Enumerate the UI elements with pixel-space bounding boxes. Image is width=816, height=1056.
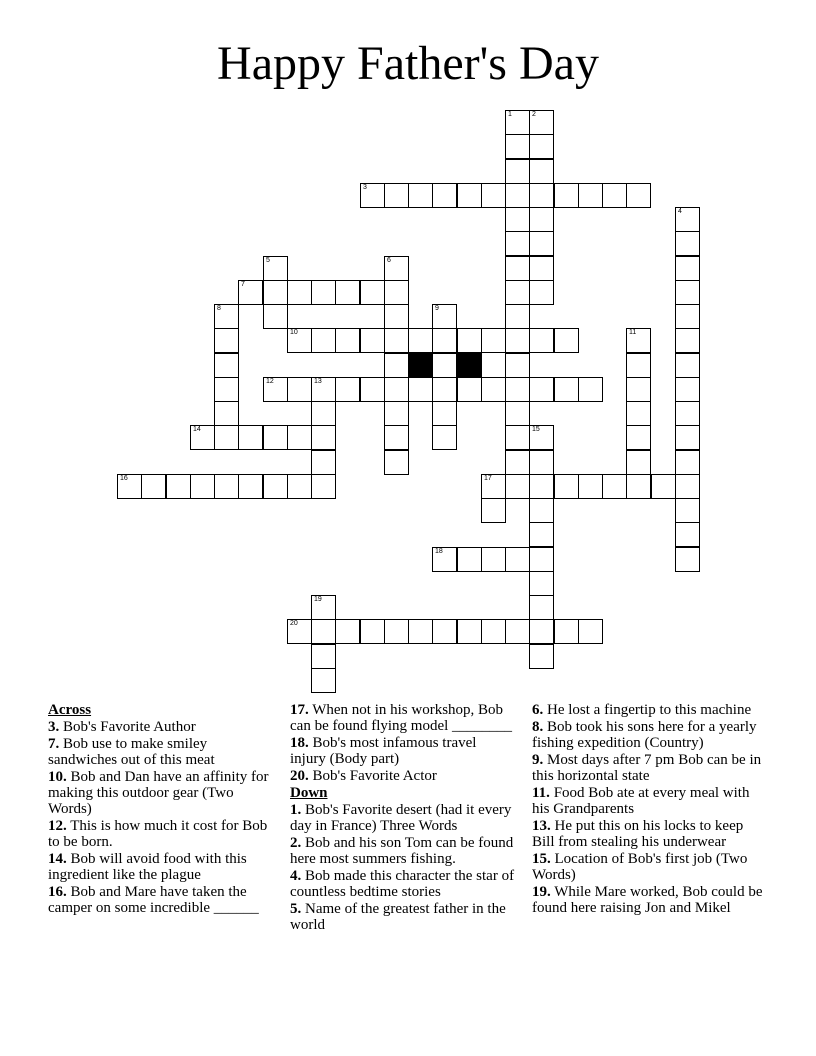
grid-cell[interactable]	[626, 425, 651, 450]
grid-cell[interactable]	[505, 256, 530, 281]
grid-cell[interactable]	[408, 183, 433, 208]
grid-cell[interactable]	[432, 619, 457, 644]
grid-cell[interactable]	[529, 595, 554, 620]
grid-cell[interactable]	[505, 425, 530, 450]
puzzle-title: Happy Father's Day	[217, 37, 599, 90]
grid-cell[interactable]	[505, 401, 530, 426]
grid-cell[interactable]	[651, 474, 676, 499]
grid-cell[interactable]	[529, 134, 554, 159]
grid-cell[interactable]	[554, 377, 579, 402]
grid-cell[interactable]	[214, 353, 239, 378]
grid-cell[interactable]	[529, 571, 554, 596]
grid-cell[interactable]	[311, 450, 336, 475]
grid-cell[interactable]	[505, 159, 530, 184]
clue-label: 6.	[532, 702, 544, 718]
clue-item	[290, 702, 516, 734]
grid-cell[interactable]	[287, 280, 312, 305]
grid-cell[interactable]	[311, 280, 336, 305]
grid-cell[interactable]	[360, 619, 385, 644]
grid-cell[interactable]	[457, 547, 482, 572]
grid-cell[interactable]	[384, 425, 409, 450]
clue-label: 13.	[532, 818, 551, 834]
grid-cell[interactable]	[263, 280, 288, 305]
grid-cell[interactable]	[481, 619, 506, 644]
clue-item	[532, 818, 764, 850]
grid-cell[interactable]	[529, 159, 554, 184]
grid-cell[interactable]	[505, 619, 530, 644]
grid-cell[interactable]	[360, 280, 385, 305]
grid-cell[interactable]	[335, 377, 360, 402]
clue-item	[48, 884, 276, 916]
clue-item	[290, 768, 516, 784]
grid-cell[interactable]	[457, 328, 482, 353]
clue-item	[48, 851, 276, 883]
grid-cell[interactable]	[626, 183, 651, 208]
grid-cell[interactable]	[675, 280, 700, 305]
grid-cell[interactable]	[554, 328, 579, 353]
clue-number: 15	[532, 426, 540, 433]
clue-text: He put this on his locks to keep Bill from stealing his underwear	[532, 818, 744, 850]
grid-cell[interactable]	[481, 474, 506, 499]
grid-cell[interactable]	[481, 547, 506, 572]
grid-cell[interactable]	[505, 474, 530, 499]
clue-number: 17	[484, 475, 492, 482]
clue-number: 6	[387, 257, 391, 264]
grid-cell[interactable]	[626, 353, 651, 378]
grid-cell[interactable]	[529, 328, 554, 353]
clues-column-2	[290, 702, 516, 934]
clue-number: 10	[290, 329, 298, 336]
clue-text: Bob and Dan have an affinity for making this outdoor gear (Two Words)	[48, 769, 269, 817]
clue-item	[532, 785, 764, 817]
clue-item	[290, 901, 516, 933]
grid-cell[interactable]	[578, 183, 603, 208]
grid-cell[interactable]	[384, 619, 409, 644]
clue-text: Bob and Mare have taken the camper on some incredible ______	[48, 884, 259, 916]
grid-cell[interactable]	[311, 474, 336, 499]
grid-cell[interactable]	[287, 328, 312, 353]
grid-cell[interactable]	[311, 619, 336, 644]
grid-cell[interactable]	[554, 619, 579, 644]
grid-cell[interactable]	[360, 328, 385, 353]
blocked-cell	[457, 353, 482, 378]
grid-cell[interactable]	[287, 377, 312, 402]
clue-text: Location of Bob's first job (Two Words)	[532, 851, 748, 883]
grid-cell[interactable]	[578, 377, 603, 402]
grid-cell[interactable]	[529, 619, 554, 644]
clue-text: He lost a fingertip to this machine	[543, 702, 752, 718]
grid-cell[interactable]	[529, 522, 554, 547]
grid-cell[interactable]	[190, 474, 215, 499]
grid-cell[interactable]	[626, 401, 651, 426]
grid-cell[interactable]	[675, 377, 700, 402]
grid-cell[interactable]	[408, 619, 433, 644]
clue-text: This is how much it cost for Bob to be born.	[48, 818, 268, 850]
grid-cell[interactable]	[384, 304, 409, 329]
blocked-cell	[408, 353, 433, 378]
grid-cell[interactable]	[457, 183, 482, 208]
grid-cell[interactable]	[675, 256, 700, 281]
grid-cell[interactable]	[311, 595, 336, 620]
clue-text: Bob's most infamous travel injury (Body part)	[290, 735, 477, 767]
grid-cell[interactable]	[481, 377, 506, 402]
clue-text: Food Bob ate at every meal with his Grandparents	[532, 785, 750, 817]
grid-cell[interactable]	[238, 474, 263, 499]
grid-cell[interactable]	[311, 425, 336, 450]
clue-item	[290, 802, 516, 834]
clue-label: 4.	[290, 868, 302, 884]
grid-cell[interactable]	[529, 377, 554, 402]
grid-cell[interactable]	[263, 304, 288, 329]
clue-number: 7	[241, 281, 245, 288]
grid-cell[interactable]	[311, 668, 336, 693]
grid-cell[interactable]	[214, 474, 239, 499]
grid-cell[interactable]	[675, 207, 700, 232]
grid-cell[interactable]	[117, 474, 142, 499]
grid-cell[interactable]	[408, 377, 433, 402]
grid-cell[interactable]	[505, 450, 530, 475]
clue-text: Bob will avoid food with this ingredient like the plague	[48, 851, 247, 883]
grid-cell[interactable]	[626, 328, 651, 353]
grid-cell[interactable]	[505, 280, 530, 305]
grid-cell[interactable]	[481, 183, 506, 208]
grid-cell[interactable]	[505, 231, 530, 256]
grid-cell[interactable]	[432, 401, 457, 426]
grid-cell[interactable]	[505, 183, 530, 208]
clue-label: 14.	[48, 851, 67, 867]
clue-text: Bob's Favorite Actor	[308, 768, 437, 784]
grid-cell[interactable]	[311, 328, 336, 353]
grid-cell[interactable]	[214, 304, 239, 329]
grid-cell[interactable]	[529, 425, 554, 450]
grid-cell[interactable]	[384, 328, 409, 353]
clue-number: 13	[314, 378, 322, 385]
grid-cell[interactable]	[602, 183, 627, 208]
clue-item	[532, 851, 764, 883]
clue-label: 8.	[532, 719, 544, 735]
grid-cell[interactable]	[432, 353, 457, 378]
grid-cell[interactable]	[675, 547, 700, 572]
grid-cell[interactable]	[675, 231, 700, 256]
grid-cell[interactable]	[238, 425, 263, 450]
grid-cell[interactable]	[529, 207, 554, 232]
grid-cell[interactable]	[432, 183, 457, 208]
grid-cell[interactable]	[602, 474, 627, 499]
grid-cell[interactable]	[432, 425, 457, 450]
clue-text: Bob made this character the star of countless bedtime stories	[290, 868, 515, 900]
grid-cell[interactable]	[626, 450, 651, 475]
clue-number: 18	[435, 548, 443, 555]
clue-number: 4	[678, 208, 682, 215]
clue-text: Bob's Favorite desert (had it every day in France) Three Words	[290, 802, 512, 834]
clue-item	[532, 752, 764, 784]
grid-cell[interactable]	[481, 498, 506, 523]
clue-label: 10.	[48, 769, 67, 785]
clue-item	[48, 736, 276, 768]
grid-cell[interactable]	[287, 619, 312, 644]
clue-item	[532, 702, 764, 718]
grid-cell[interactable]	[626, 377, 651, 402]
grid-cell[interactable]	[432, 304, 457, 329]
clue-number: 3	[363, 184, 367, 191]
grid-cell[interactable]	[432, 328, 457, 353]
clue-number: 14	[193, 426, 201, 433]
grid-cell[interactable]	[263, 474, 288, 499]
clue-text: While Mare worked, Bob could be found here raising Jon and Mikel	[532, 884, 763, 916]
grid-cell[interactable]	[384, 450, 409, 475]
clue-label: 16.	[48, 884, 67, 900]
clue-label: 9.	[532, 752, 544, 768]
grid-cell[interactable]	[626, 474, 651, 499]
grid-cell[interactable]	[529, 450, 554, 475]
grid-cell[interactable]	[529, 498, 554, 523]
grid-cell[interactable]	[214, 401, 239, 426]
clue-label: 3.	[48, 719, 60, 735]
grid-cell[interactable]	[335, 328, 360, 353]
clue-item	[48, 719, 276, 735]
grid-cell[interactable]	[335, 619, 360, 644]
grid-cell[interactable]	[457, 619, 482, 644]
clue-item	[532, 884, 764, 916]
section-heading: Across	[48, 702, 92, 718]
clue-number: 8	[217, 305, 221, 312]
grid-cell[interactable]	[384, 280, 409, 305]
grid-cell[interactable]	[384, 256, 409, 281]
clue-label: 2.	[290, 835, 302, 851]
grid-cell[interactable]	[481, 328, 506, 353]
grid-cell[interactable]	[287, 425, 312, 450]
grid-cell[interactable]	[432, 377, 457, 402]
clue-number: 1	[508, 111, 512, 118]
grid-cell[interactable]	[214, 377, 239, 402]
grid-cell[interactable]	[360, 183, 385, 208]
grid-cell[interactable]	[384, 377, 409, 402]
clue-text: Bob and his son Tom can be found here most summers fishing.	[290, 835, 514, 867]
grid-cell[interactable]	[408, 328, 433, 353]
grid-cell[interactable]	[554, 474, 579, 499]
grid-cell[interactable]	[529, 474, 554, 499]
grid-cell[interactable]	[263, 425, 288, 450]
clue-number: 19	[314, 596, 322, 603]
grid-cell[interactable]	[311, 401, 336, 426]
clues-column-1	[48, 702, 276, 917]
grid-cell[interactable]	[384, 401, 409, 426]
grid-cell[interactable]	[335, 280, 360, 305]
grid-cell[interactable]	[578, 619, 603, 644]
clue-item	[48, 769, 276, 817]
clue-text: Most days after 7 pm Bob can be in this horizontal state	[532, 752, 762, 784]
grid-cell[interactable]	[505, 353, 530, 378]
clue-number: 11	[629, 329, 637, 336]
clue-label: 11.	[532, 785, 550, 801]
grid-cell[interactable]	[675, 498, 700, 523]
grid-cell[interactable]	[360, 377, 385, 402]
grid-cell[interactable]	[384, 183, 409, 208]
grid-cell[interactable]	[263, 256, 288, 281]
clue-number: 12	[266, 378, 274, 385]
clue-label: 1.	[290, 802, 302, 818]
grid-cell[interactable]	[432, 547, 457, 572]
clue-text: Name of the greatest father in the world	[290, 901, 506, 933]
clue-text: Bob's Favorite Author	[59, 719, 196, 735]
grid-cell[interactable]	[578, 474, 603, 499]
grid-cell[interactable]	[505, 134, 530, 159]
clue-item	[48, 818, 276, 850]
grid-cell[interactable]	[675, 474, 700, 499]
grid-cell[interactable]	[505, 304, 530, 329]
grid-cell[interactable]	[384, 353, 409, 378]
clue-text: When not in his workshop, Bob can be found flying model ________	[290, 702, 513, 734]
clue-item	[290, 868, 516, 900]
grid-cell[interactable]	[675, 304, 700, 329]
grid-cell[interactable]	[675, 328, 700, 353]
grid-cell[interactable]	[311, 644, 336, 669]
grid-cell[interactable]	[457, 377, 482, 402]
clue-label: 18.	[290, 735, 309, 751]
grid-cell[interactable]	[505, 110, 530, 135]
clue-text: Bob use to make smiley sandwiches out of this meat	[48, 736, 215, 768]
clue-label: 20.	[290, 768, 309, 784]
grid-cell[interactable]	[505, 377, 530, 402]
grid-cell[interactable]	[238, 280, 263, 305]
grid-cell[interactable]	[141, 474, 166, 499]
grid-cell[interactable]	[529, 547, 554, 572]
clue-label: 19.	[532, 884, 551, 900]
grid-cell[interactable]	[529, 110, 554, 135]
clue-label: 7.	[48, 736, 60, 752]
section-heading: Down	[290, 785, 328, 801]
grid-cell[interactable]	[505, 207, 530, 232]
grid-cell[interactable]	[505, 547, 530, 572]
clue-number: 2	[532, 111, 536, 118]
clue-text: Bob took his sons here for a yearly fishing expedition (Country)	[532, 719, 757, 751]
grid-cell[interactable]	[675, 522, 700, 547]
clue-label: 17.	[290, 702, 309, 718]
grid-cell[interactable]	[675, 425, 700, 450]
grid-cell[interactable]	[675, 353, 700, 378]
grid-cell[interactable]	[529, 644, 554, 669]
grid-cell[interactable]	[214, 425, 239, 450]
grid-cell[interactable]	[529, 231, 554, 256]
clues-column-3	[532, 702, 764, 917]
clue-label: 5.	[290, 901, 302, 917]
grid-cell[interactable]	[166, 474, 191, 499]
grid-cell[interactable]	[263, 377, 288, 402]
grid-cell[interactable]	[214, 328, 239, 353]
grid-cell[interactable]	[505, 328, 530, 353]
grid-cell[interactable]	[554, 183, 579, 208]
clue-number: 20	[290, 620, 298, 627]
grid-cell[interactable]	[529, 183, 554, 208]
grid-cell[interactable]	[190, 425, 215, 450]
grid-cell[interactable]	[675, 450, 700, 475]
clue-number: 9	[435, 305, 439, 312]
clue-number: 5	[266, 257, 270, 264]
grid-cell[interactable]	[529, 280, 554, 305]
clue-label: 15.	[532, 851, 551, 867]
grid-cell[interactable]	[675, 401, 700, 426]
grid-cell[interactable]	[529, 256, 554, 281]
clue-item	[532, 719, 764, 751]
clue-item	[290, 735, 516, 767]
grid-cell[interactable]	[311, 377, 336, 402]
grid-cell[interactable]	[287, 474, 312, 499]
clue-item	[290, 835, 516, 867]
clue-number: 16	[120, 475, 128, 482]
clue-label: 12.	[48, 818, 67, 834]
